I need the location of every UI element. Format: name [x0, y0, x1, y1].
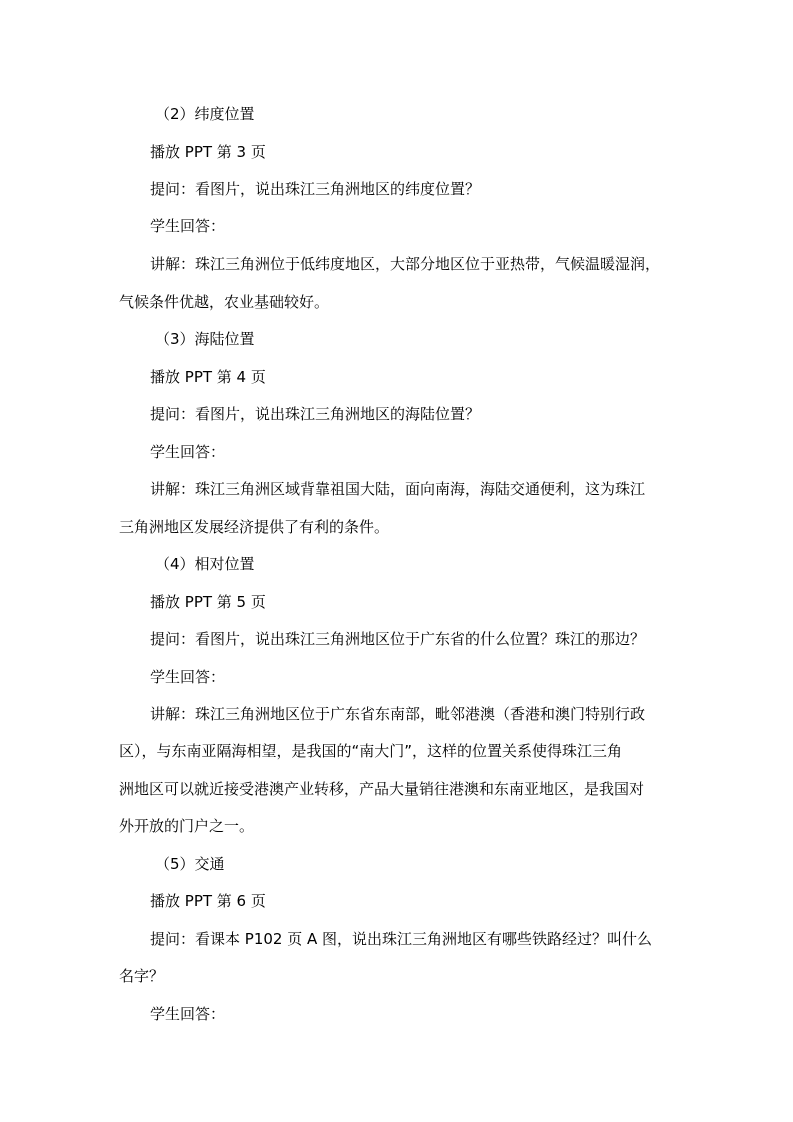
ppt-instruction: 播放 PPT 第 6 页	[150, 892, 266, 910]
explanation-continuation: 洲地区可以就近接受港澳产业转移，产品大量销往港澳和东南亚地区，是我国对	[119, 780, 645, 798]
section-heading-latitude: （2）纬度位置	[155, 105, 255, 123]
question-text: 提问：看图片，说出珠江三角洲地区的纬度位置？	[150, 180, 481, 198]
explanation-continuation: 气候条件优越，农业基础较好。	[119, 293, 330, 311]
explanation-text: 讲解：珠江三角洲地区位于广东省东南部，毗邻港澳（香港和澳门特别行政	[150, 705, 646, 723]
question-text: 提问：看图片，说出珠江三角洲地区位于广东省的什么位置？珠江的那边？	[150, 630, 646, 648]
explanation-text: 讲解：珠江三角洲区域背靠祖国大陆，面向南海，海陆交通便利，这为珠江	[150, 480, 646, 498]
student-answer-label: 学生回答：	[150, 668, 226, 686]
explanation-continuation: 三角洲地区发展经济提供了有利的条件。	[119, 518, 390, 536]
section-heading-sea-land: （3）海陆位置	[155, 330, 255, 348]
explanation-continuation: 区），与东南亚隔海相望，是我国的“南大门”，这样的位置关系使得珠江三角	[119, 742, 623, 760]
question-continuation: 名字？	[119, 967, 165, 985]
student-answer-label: 学生回答：	[150, 217, 226, 235]
section-heading-relative: （4）相对位置	[155, 555, 255, 573]
student-answer-label: 学生回答：	[150, 1005, 226, 1023]
student-answer-label: 学生回答：	[150, 443, 226, 461]
ppt-instruction: 播放 PPT 第 5 页	[150, 593, 266, 611]
question-text: 提问：看课本 P102 页 A 图，说出珠江三角洲地区有哪些铁路经过？叫什么	[150, 930, 653, 948]
question-text: 提问：看图片，说出珠江三角洲地区的海陆位置？	[150, 405, 481, 423]
ppt-instruction: 播放 PPT 第 4 页	[150, 368, 266, 386]
section-heading-transport: （5）交通	[155, 855, 225, 873]
explanation-text: 讲解：珠江三角洲位于低纬度地区，大部分地区位于亚热带，气候温暖湿润，	[150, 255, 661, 273]
explanation-continuation: 外开放的门户之一。	[119, 817, 255, 835]
ppt-instruction: 播放 PPT 第 3 页	[150, 143, 266, 161]
